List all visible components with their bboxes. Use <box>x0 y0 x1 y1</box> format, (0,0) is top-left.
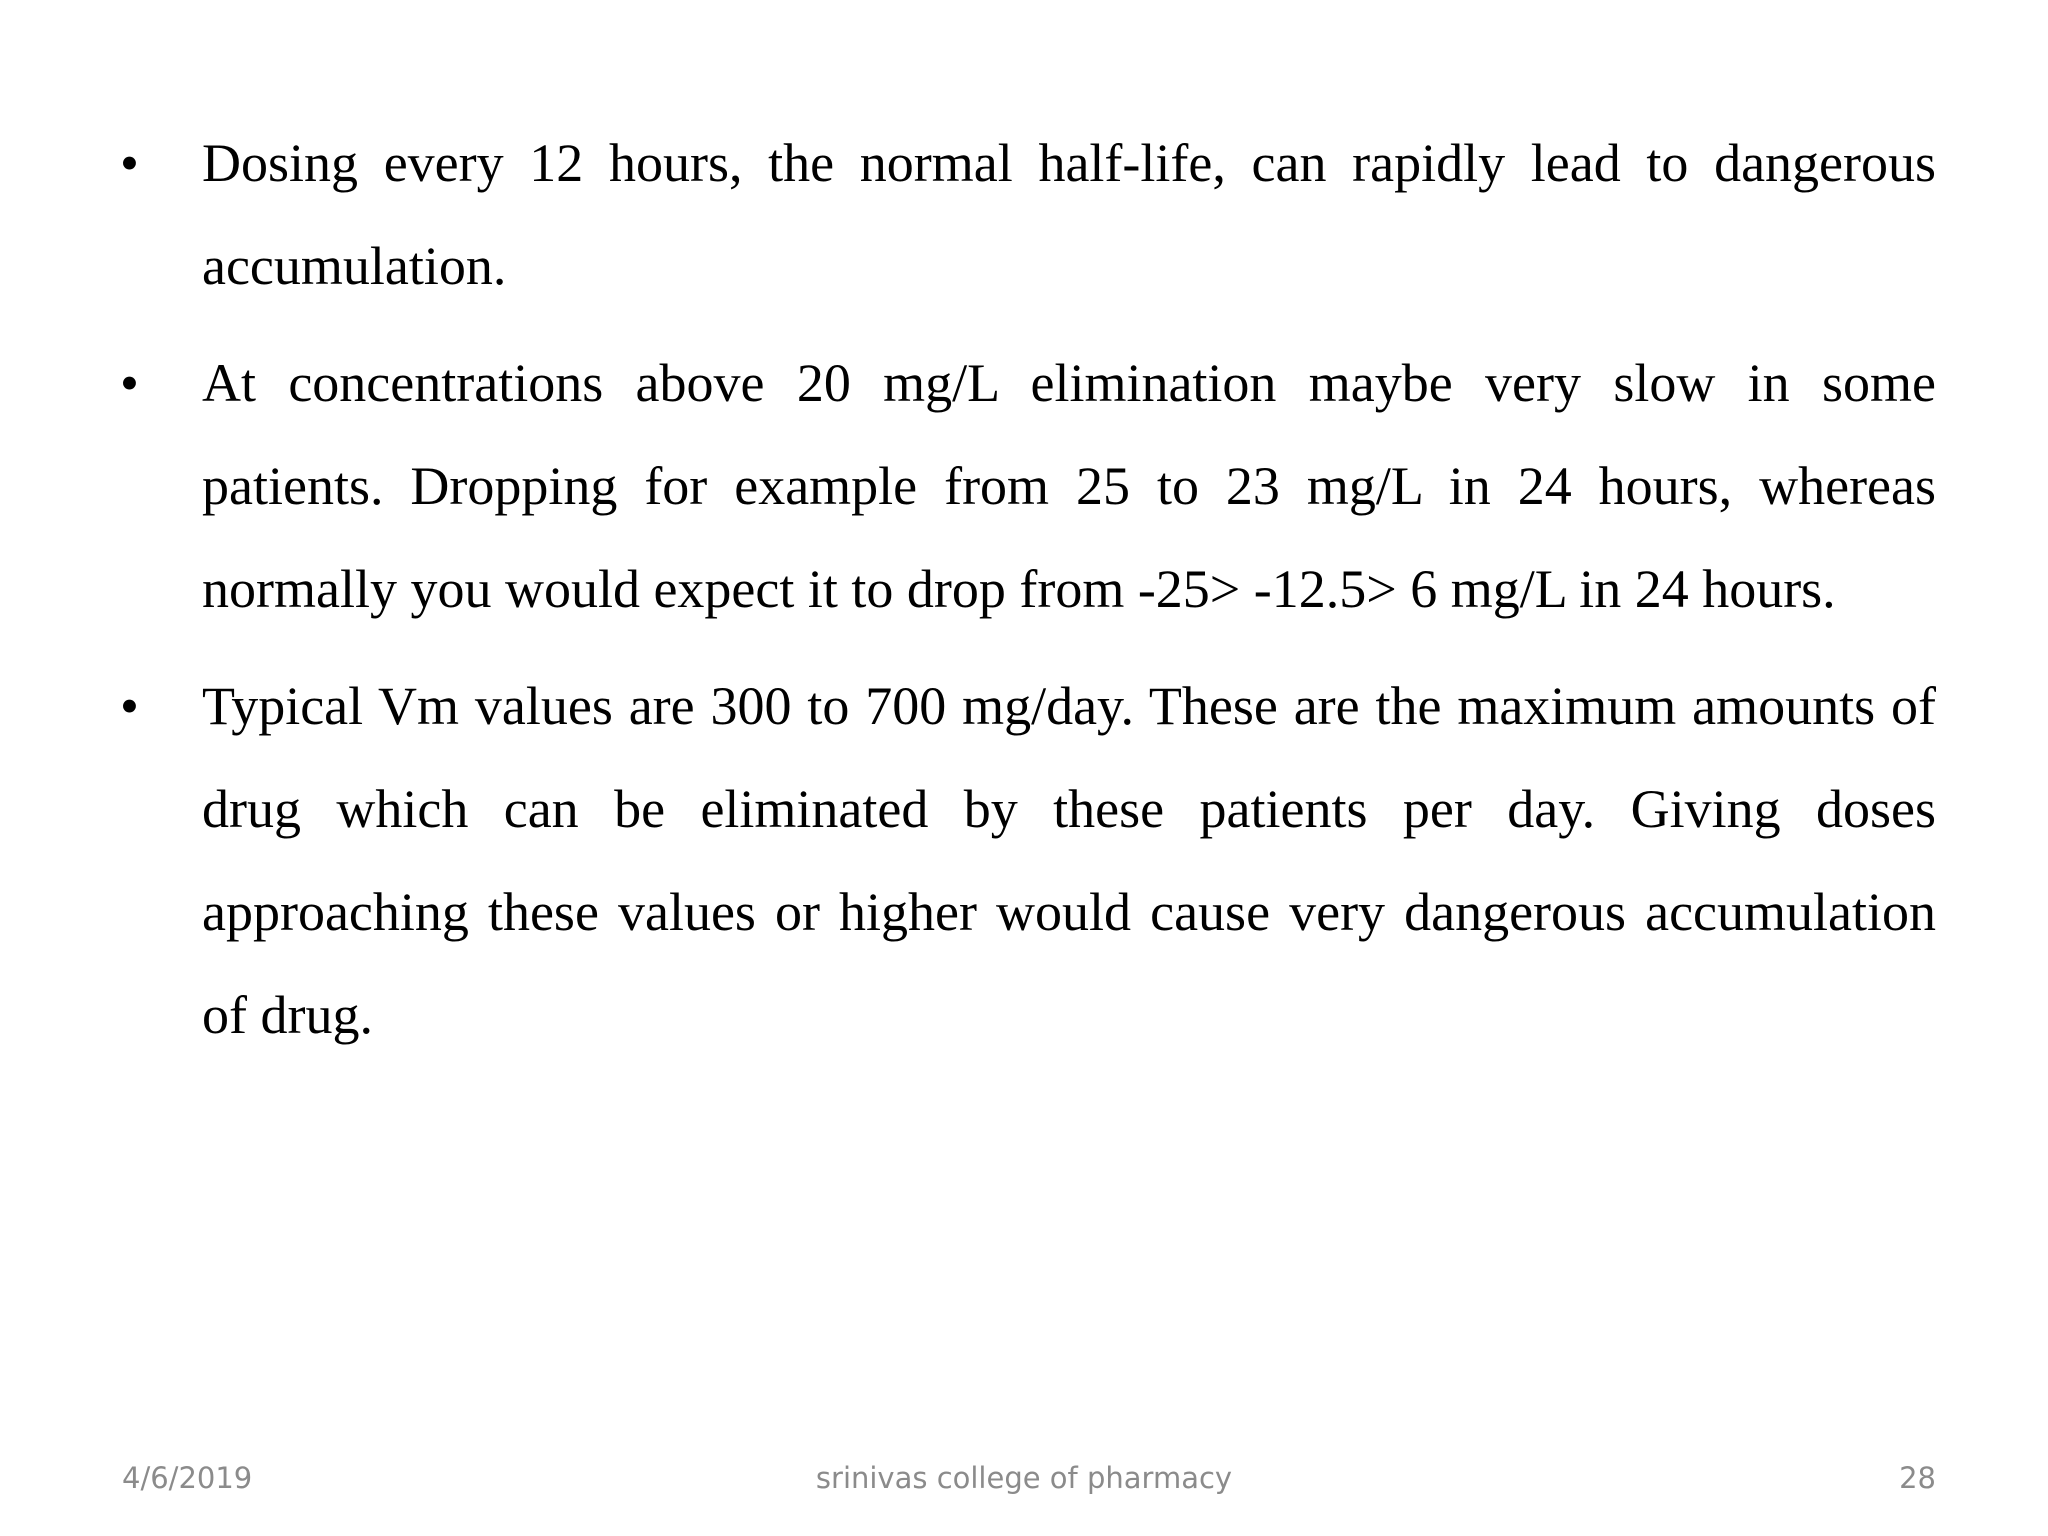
bullet-list <box>120 112 1936 1081</box>
bullet-item-elimination <box>120 332 1936 641</box>
footer-institution: srinivas college of pharmacy <box>815 1461 1233 1495</box>
bullet-text: Dosing every 12 hours, the normal half-life, can rapidly lead to dangerous accumulation. <box>202 133 1936 296</box>
bullet-icon: • <box>120 353 139 413</box>
footer-date: 4/6/2019 <box>122 1461 253 1495</box>
bullet-icon: • <box>120 133 139 193</box>
bullet-item-vm-values <box>120 655 1936 1067</box>
bullet-icon: • <box>120 676 139 736</box>
bullet-text: Typical Vm values are 300 to 700 mg/day. These are the maximum amounts of drug which can be eliminated by these patients per day. Giving doses approaching these values or higher would cause very dangerous accumulation of drug. <box>202 676 1936 1045</box>
bullet-item-dosing <box>120 112 1936 318</box>
bullet-text: At concentrations above 20 mg/L elimination maybe very slow in some patients. Dropping for example from 25 to 23 mg/L in 24 hours, whereas normally you would expect it to drop from -25> -12.5> 6 mg/L in 24 hours. <box>202 353 1936 619</box>
footer-page-number: 28 <box>1899 1461 1936 1495</box>
